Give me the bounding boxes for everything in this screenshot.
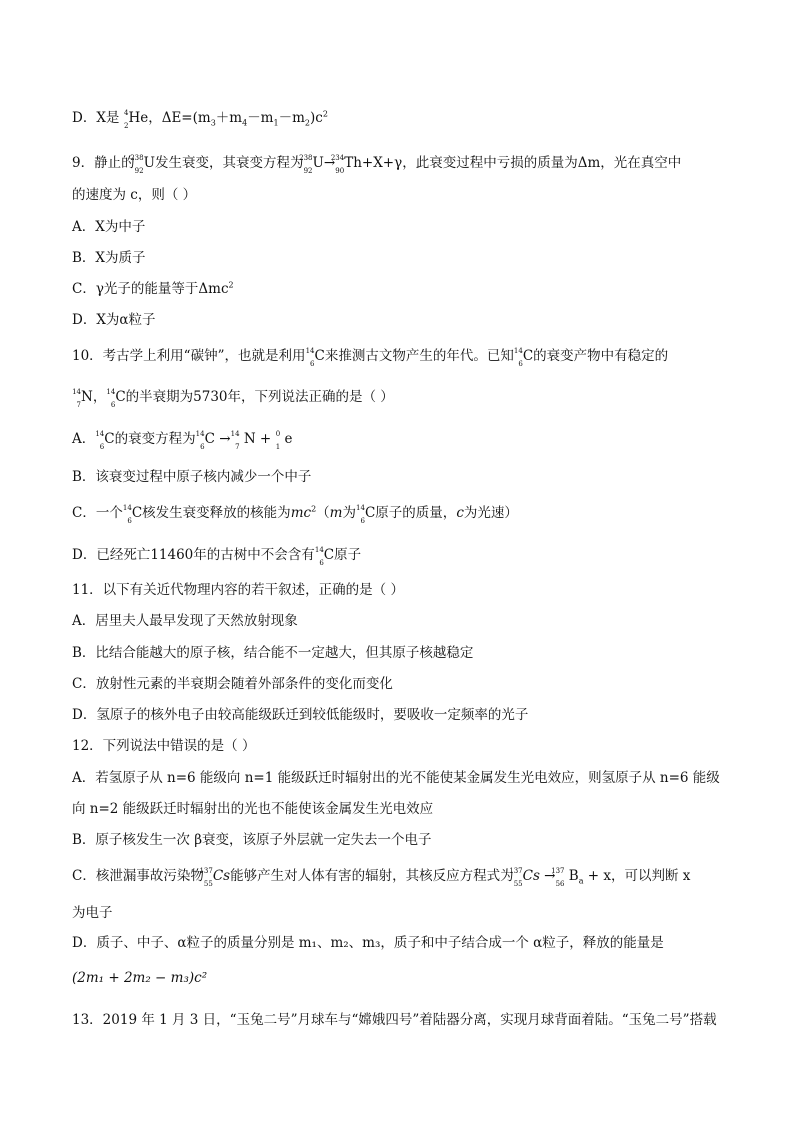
q9-stem-line2: 的速度为 c，则（ ）	[72, 187, 197, 203]
q8-option-d: D．X是 4 2 He，$\Delta E=(m_3+m_4-m_1-m_2)c^2$	[72, 108, 328, 130]
q9-option-b: B．X为质子	[72, 250, 146, 266]
q12-option-a-line1: A．若氢原子从 n=6 能级向 n=1 能级跃迁时辐射出的光不能使某金属发生光电效应，则氢原子从 n=6 能级	[72, 770, 720, 786]
q11-stem: 11．以下有关近代物理内容的若干叙述，正确的是（ ）	[72, 582, 404, 598]
q11-option-d: D．氢原子的核外电子由较高能级跃迁到较低能级时，要吸收一定频率的光子	[72, 707, 529, 723]
q9-option-a: A．X为中子	[72, 219, 146, 235]
q10-stem-line1: 10．考古学上利用“碳钟”，也就是利用 14 6 C来推测古文物产生的年代。已知 14 6 C的衰变产物中有稳定的	[72, 346, 669, 368]
q12-option-d-line1: D．质子、中子、α粒子的质量分别是 m₁、m₂、m₃，质子和中子结合成一个 α粒子，释放的能量是	[72, 935, 664, 951]
q10-option-b: B．该衰变过程中原子核内减少一个中子	[72, 469, 312, 485]
q12-option-d-formula: (2m₁ + 2m₂ − m₃)c²	[72, 970, 208, 986]
q12-stem: 12．下列说法中错误的是（ ）	[72, 738, 256, 754]
q10-option-a: A． 14 6 C的衰变方程为 14 6 C → 14 7 N + 0 1 e	[72, 429, 293, 451]
q9-option-d: D．X为α粒子	[72, 312, 156, 328]
q11-option-a: A．居里夫人最早发现了天然放射现象	[72, 613, 298, 629]
q11-option-c: C．放射性元素的半衰期会随着外部条件的变化而变化	[72, 676, 393, 692]
q10-option-d: D．已经死亡11460年的古树中不会含有 14 6 C原子	[72, 545, 362, 567]
q12-option-c-line2: 为电子	[72, 905, 113, 921]
q12-option-a-line2: 向 n=2 能级跃迁时辐射出的光也不能使该金属发生光电效应	[72, 801, 434, 817]
q12-option-b: B．原子核发生一次 β衰变，该原子外层就一定失去一个电子	[72, 832, 432, 848]
q10-stem-line2: 14 7 N， 14 6 C的半衰期为5730年，下列说法正确的是（ ）	[72, 387, 394, 409]
q9-option-c: C．γ光子的能量等于Δmc$^2$	[72, 280, 234, 297]
q11-option-b: B．比结合能越大的原子核，结合能不一定越大，但其原子核越稳定	[72, 645, 474, 661]
q13-stem: 13．2019 年 1 月 3 日，“玉兔二号”月球车与“嫦娥四号”着陆器分离，实现月球背面着陆。“玉兔二号”搭载	[72, 1012, 717, 1028]
q12-option-c-line1: C．核泄漏事故污染物 137 55 Cs能够产生对人体有害的辐射，其核反应方程式为 137 55 Cs → 137 56 $B_a + x$，可以判断 x	[72, 866, 691, 888]
q10-option-c: C．一个 14 6 C核发生衰变释放的核能为$mc^2(m$为 14 6 C原子的质量，c为光速）	[72, 503, 518, 525]
q9-stem-line1: 9．静止的 238 92 U发生衰变，其衰变方程为 238 92 U→ 234 90 Th+X+γ，此衰变过程中亏损的质量为Δm，光在真空中	[72, 153, 682, 175]
